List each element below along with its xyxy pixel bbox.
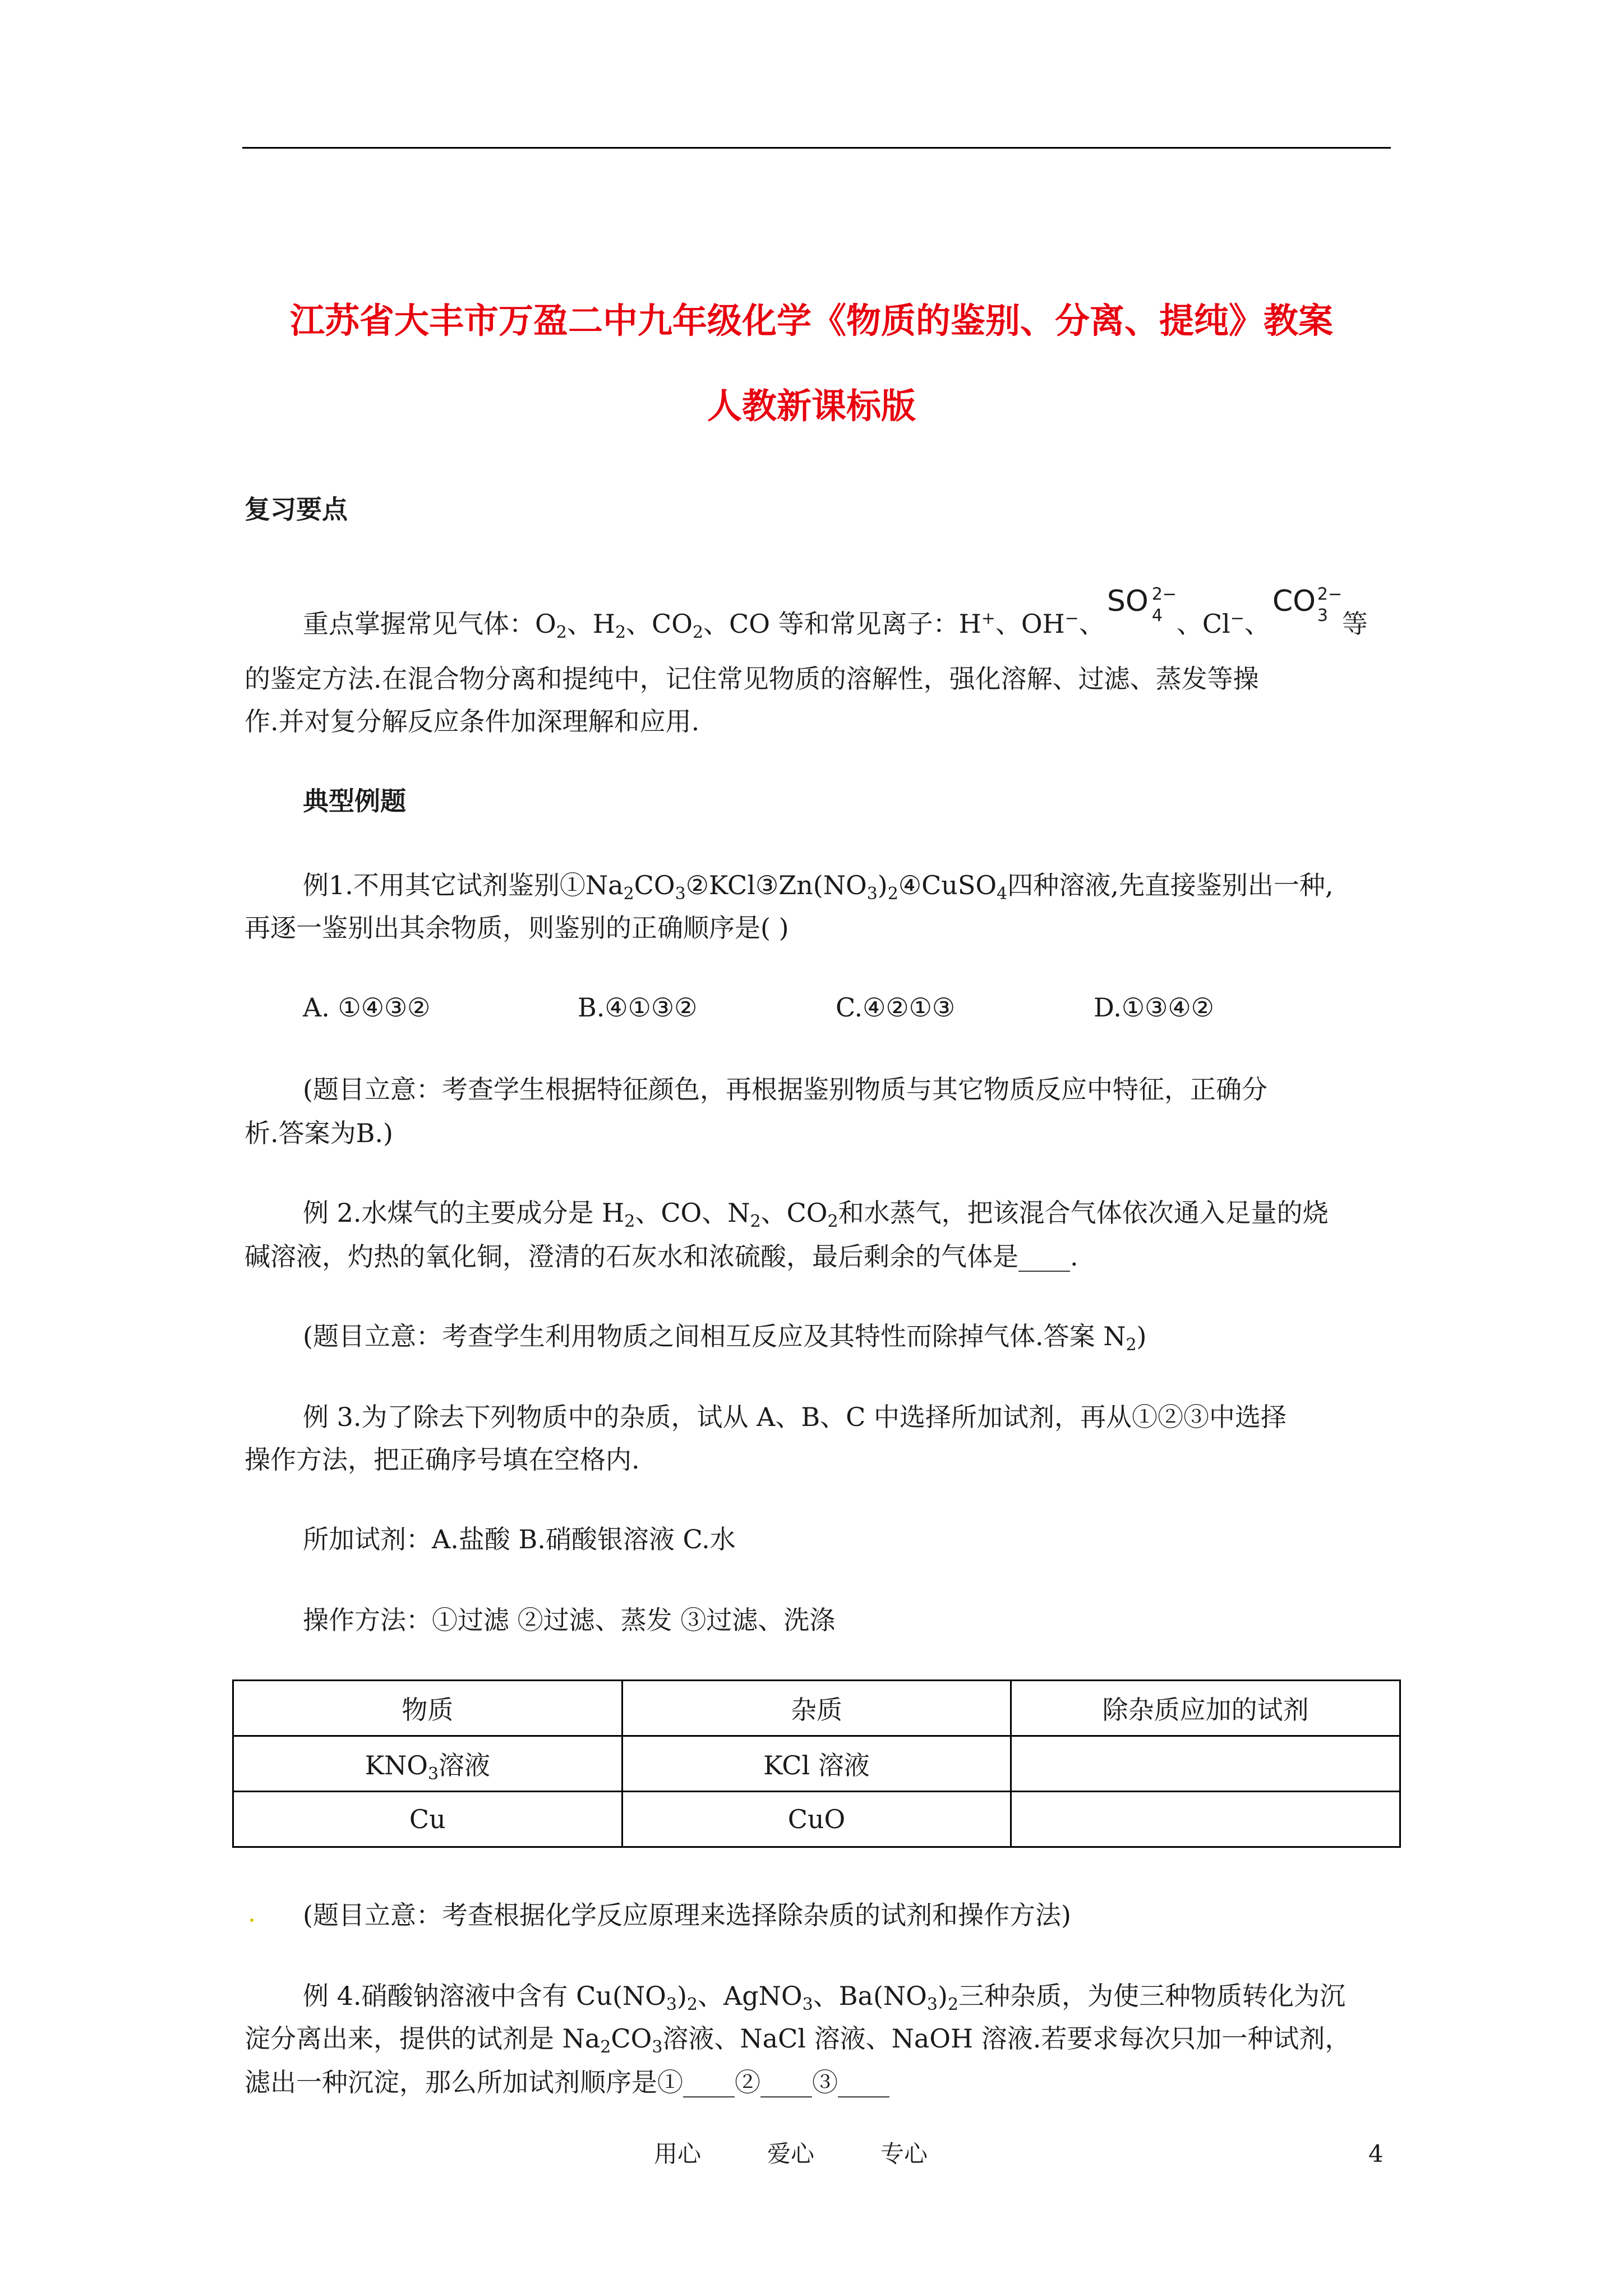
example-4-line-2: 淀分离出来，提供的试剂是 $Na_2CO_3$溶液、NaCl 溶液、NaOH 溶液.若要求每次只加一种试剂， (245, 2023, 1351, 2057)
example-1-note-line-2: 析.答案为B.) (245, 1118, 393, 1148)
footer-word-1: 用心 (654, 2140, 702, 2168)
option-b: B.④①③② (578, 992, 698, 1023)
option-a: A. ①④③② (303, 992, 431, 1023)
review-line-1: 重点掌握常见气体：$O_2$、$H_2$、$CO_2$、CO 等和常见离子：H+、OH−、 SO 2− 4 、Cl−、 CO 2− 3 等 (303, 585, 1368, 642)
footer-word-3: 专心 (880, 2140, 928, 2168)
table-row (233, 1792, 1400, 1847)
table-header-cell: 除杂质应加的试剂 (1011, 1681, 1400, 1736)
footer-word-2: 爱心 (767, 2140, 815, 2168)
page-subtitle: 人教新课标版 (707, 385, 916, 426)
table-cell: CuO (622, 1792, 1011, 1847)
example-1-note-line-1: (题目立意：考查学生根据特征颜色，再根据鉴别物质与其它物质反应中特征，正确分 (303, 1074, 1267, 1105)
table-header-cell: 物质 (233, 1681, 623, 1736)
option-c: C.④②①③ (836, 992, 956, 1023)
header-rule (242, 147, 1391, 149)
table-cell: $KNO_3$溶液 (233, 1736, 623, 1792)
table-cell: Cu (233, 1792, 623, 1847)
table-cell-empty (1011, 1736, 1400, 1792)
sulfate-ion-image: SO 2− 4 (1106, 585, 1177, 625)
section-heading-review: 复习要点 (245, 494, 348, 524)
review-line-2: 的鉴定方法.在混合物分离和提纯中，记住常见物质的溶解性，强化溶解、过滤、蒸发等操 (245, 664, 1259, 694)
carbonate-ion-image: CO 2− 3 (1272, 585, 1343, 625)
example-2-note: (题目立意：考查学生利用物质之间相互反应及其特性而除掉气体.答案 $N_2$) (303, 1321, 1147, 1355)
table-cell-empty (1011, 1792, 1400, 1847)
review-line-3: 作.并对复分解反应条件加深理解和应用. (245, 706, 700, 737)
page-number: 4 (1368, 2140, 1384, 2168)
example-3-note: (题目立意：考查根据化学反应原理来选择除杂质的试剂和操作方法) (303, 1900, 1071, 1930)
example-4-line-1: 例 4.硝酸钠溶液中含有 $Cu(NO_3)_2$、AgNO$_3$、$Ba(NO_3)_2$三种杂质，为使三种物质转化为沉 (303, 1981, 1346, 2014)
table-header-row (233, 1681, 1400, 1736)
example-3-line-1: 例 3.为了除去下列物质中的杂质，试从 A、B、C 中选择所加试剂，再从①②③中选择 (303, 1402, 1287, 1432)
table-cell: KCl 溶液 (622, 1736, 1011, 1792)
impurity-table (232, 1680, 1401, 1848)
example-1-line-1: 例1.不用其它试剂鉴别$①Na_2CO_3②KCl③Zn(NO_3)_2④CuSO_4$四种溶液,先直接鉴别出一种, (303, 870, 1334, 904)
example-3-methods: 操作方法：①过滤 ②过滤、蒸发 ③过滤、洗涤 (303, 1605, 836, 1635)
example-3-line-2: 操作方法，把正确序号填在空格内. (245, 1444, 640, 1475)
example-2-line-1: 例 2.水煤气的主要成分是 $H_2$、CO、$N_2$、$CO_2$和水蒸气，把该混合气体依次通入足量的烧 (303, 1198, 1329, 1231)
example-2-line-2: 碱溶液，灼热的氧化铜，澄清的石灰水和浓硫酸，最后剩余的气体是____. (245, 1241, 1078, 1272)
section-heading-examples: 典型例题 (303, 786, 406, 816)
table-row (233, 1736, 1400, 1792)
page-title: 江苏省大丰市万盈二中九年级化学《物质的鉴别、分离、提纯》教案 (289, 300, 1333, 341)
example-1-line-2: 再逐一鉴别出其余物质，则鉴别的正确顺序是( ) (245, 913, 789, 943)
example-3-reagents: 所加试剂：A.盐酸 B.硝酸银溶液 C.水 (303, 1524, 736, 1554)
stray-dot (250, 1918, 253, 1922)
option-d: D.①③④② (1094, 992, 1214, 1023)
table-header-cell: 杂质 (622, 1681, 1011, 1736)
example-4-line-3: 滤出一种沉淀，那么所加试剂顺序是①____②____③____ (245, 2067, 889, 2097)
